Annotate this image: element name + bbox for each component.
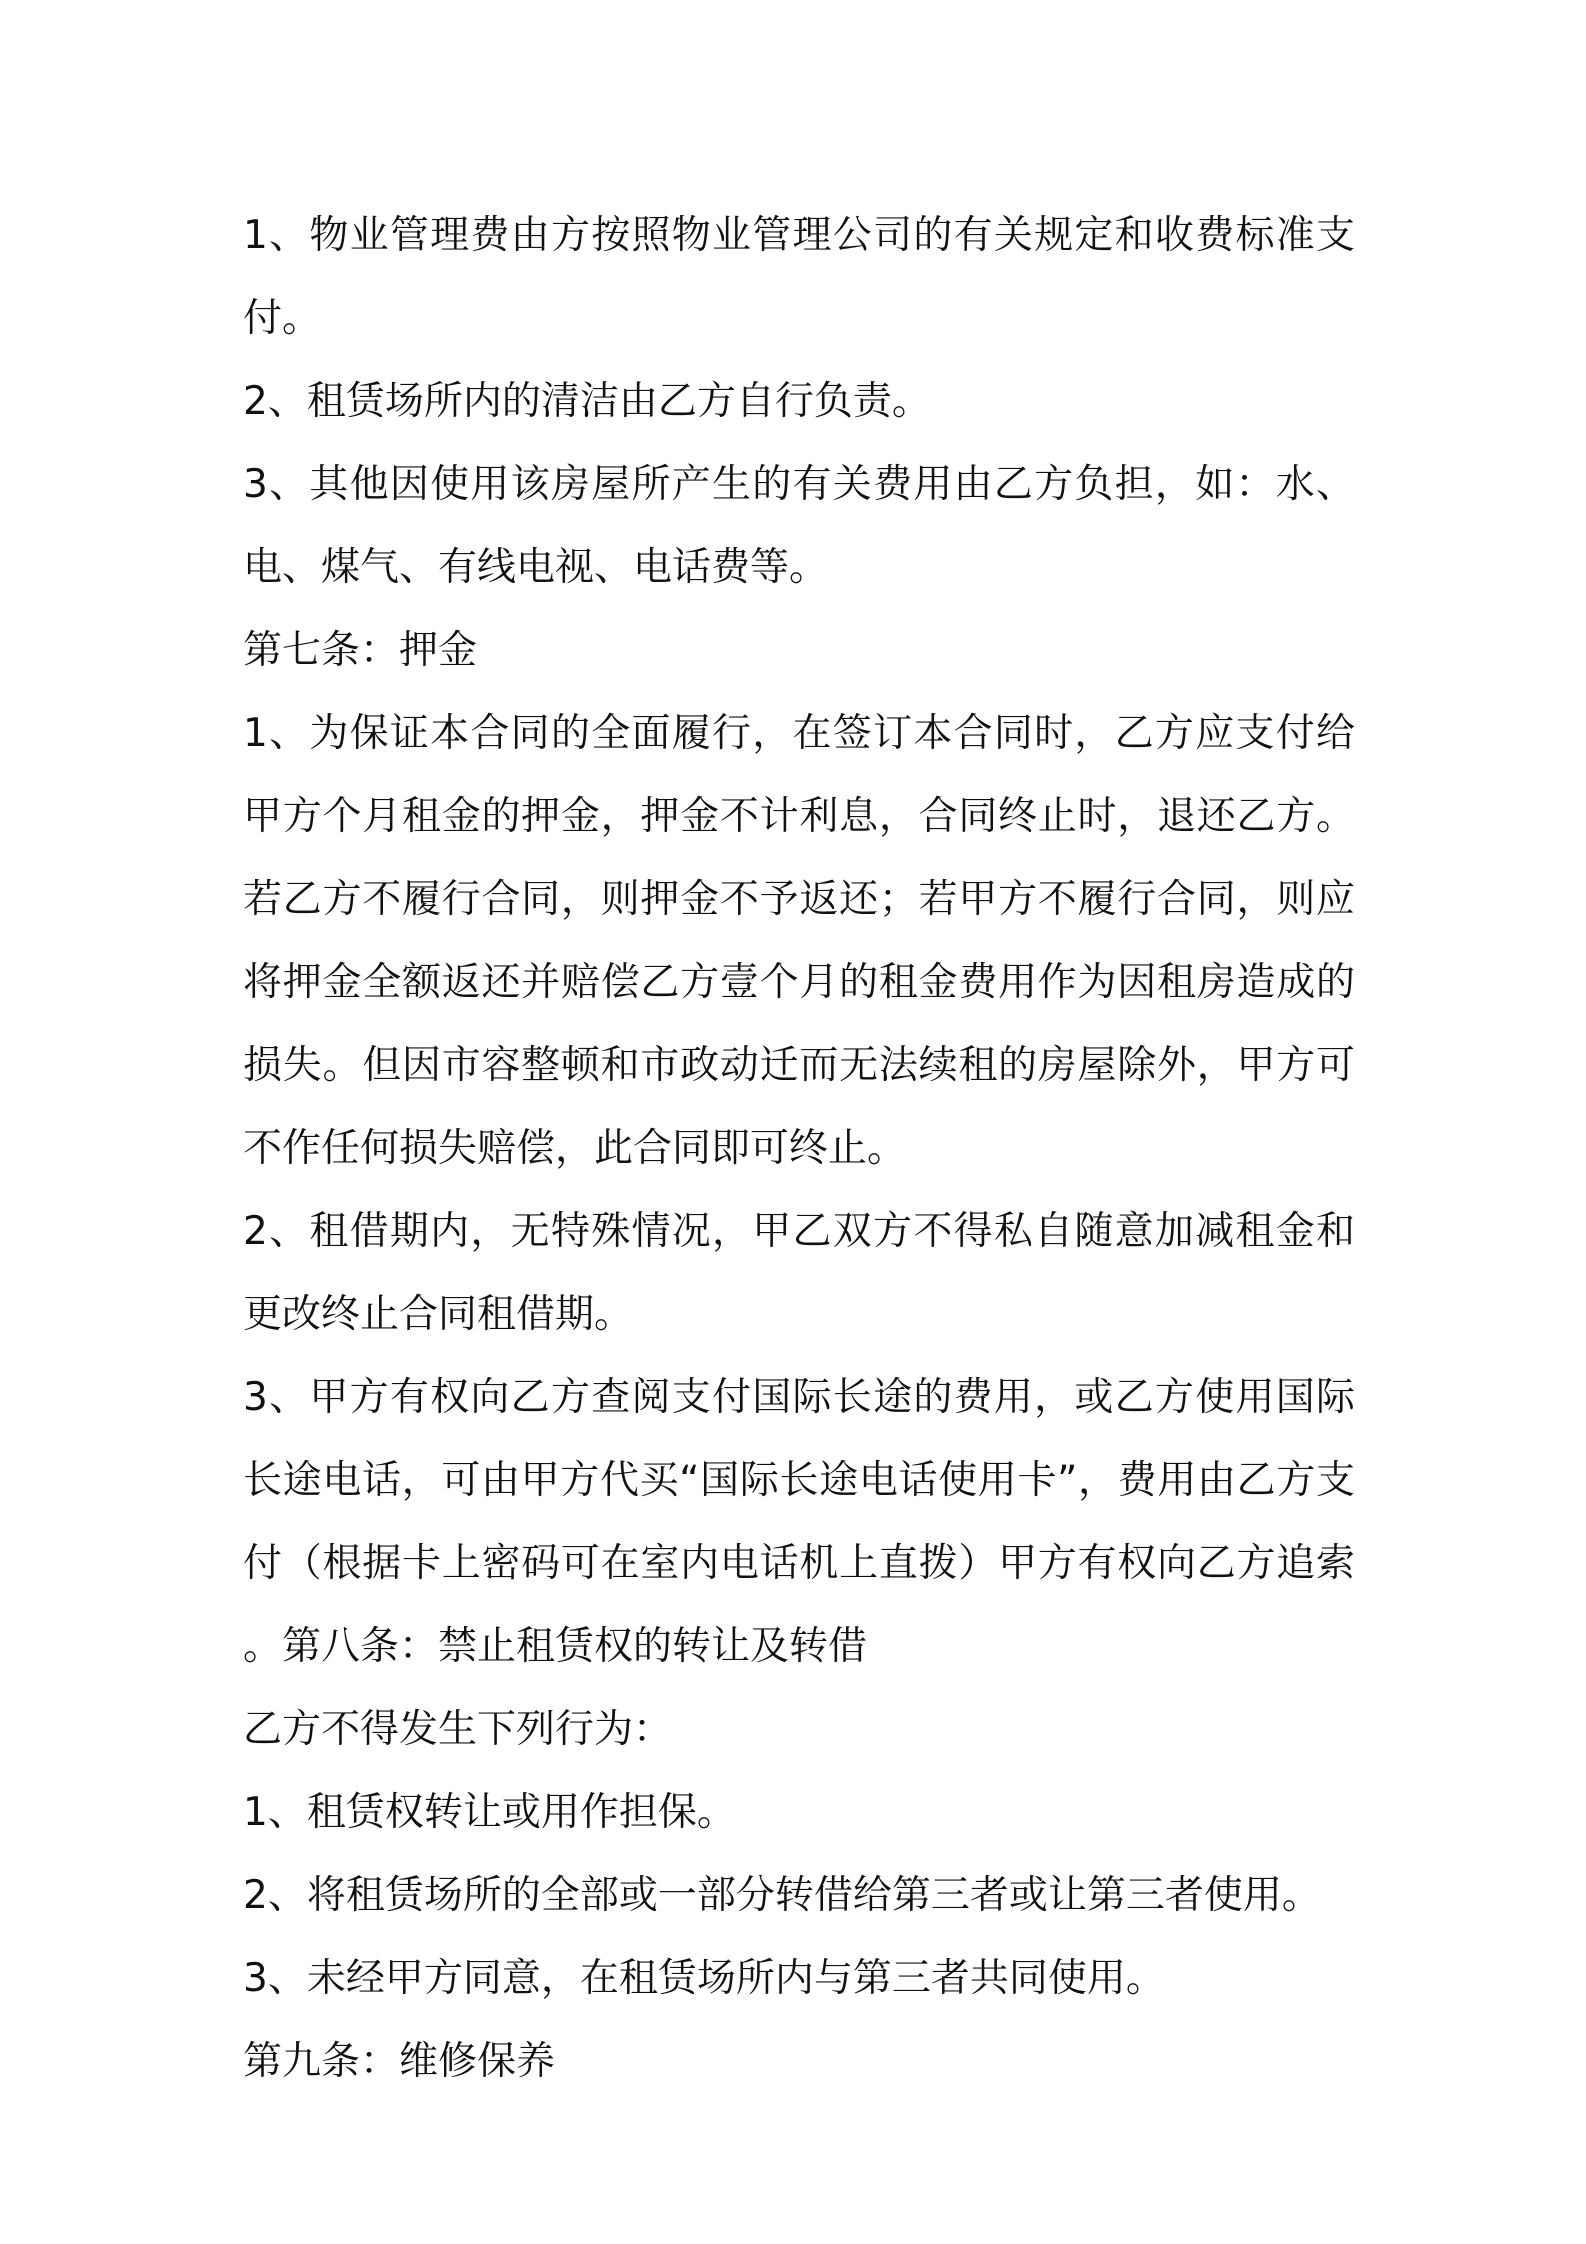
clause-paragraph-cleaning: 2、租赁场所内的清洁由乙方自行负责。: [243, 379, 931, 424]
clause-paragraph-fee-management: 1、物业管理费由方按照物业管理公司的有关规定和收费标准支付。: [243, 213, 1355, 341]
clause-paragraph-shared-use: 3、未经甲方同意，在租赁场所内与第三者共同使用。: [243, 1956, 1165, 2001]
clause-paragraph-transfer-guarantee: 1、租赁权转让或用作担保。: [243, 1790, 736, 1835]
section-heading-maintenance: 第九条：维修保养: [243, 2039, 556, 2084]
clause-paragraph-other-fees: 3、其他因使用该房屋所产生的有关费用由乙方负担，如：水、电、煤气、有线电视、电话费等。: [243, 462, 1355, 590]
document-body: [243, 194, 1355, 2103]
section-heading-deposit: 第七条：押金: [243, 628, 478, 673]
clause-paragraph-deposit-terms: 1、为保证本合同的全面履行，在签订本合同时，乙方应支付给甲方个月租金的押金，押金不计利息，合同终止时，退还乙方。若乙方不履行合同，则押金不予返还；若甲方不履行合同，则应将押金全额返还并赔偿乙方壹个月的租金费用作为因租房造成的损失。但因市容整顿和市政动迁而无法续租的房屋除外，甲方可不作任何损失赔偿，此合同即可终止。: [243, 711, 1355, 1171]
clause-paragraph-sublet: 2、将租赁场所的全部或一部分转借给第三者或让第三者使用。: [243, 1873, 1321, 1918]
clause-paragraph-rent-change: 2、租借期内，无特殊情况，甲乙双方不得私自随意加减租金和更改终止合同租借期。: [243, 1209, 1355, 1337]
clause-paragraph-long-distance: 3、甲方有权向乙方查阅支付国际长途的费用，或乙方使用国际长途电话，可由甲方代买“国际长途电话使用卡”，费用由乙方支付（根据卡上密码可在室内电话机上直拨）甲方有权向乙方追索。第八条：禁止租赁权的转让及转借: [243, 1375, 1355, 1669]
clause-paragraph-prohibited-intro: 乙方不得发生下列行为：: [243, 1707, 673, 1752]
